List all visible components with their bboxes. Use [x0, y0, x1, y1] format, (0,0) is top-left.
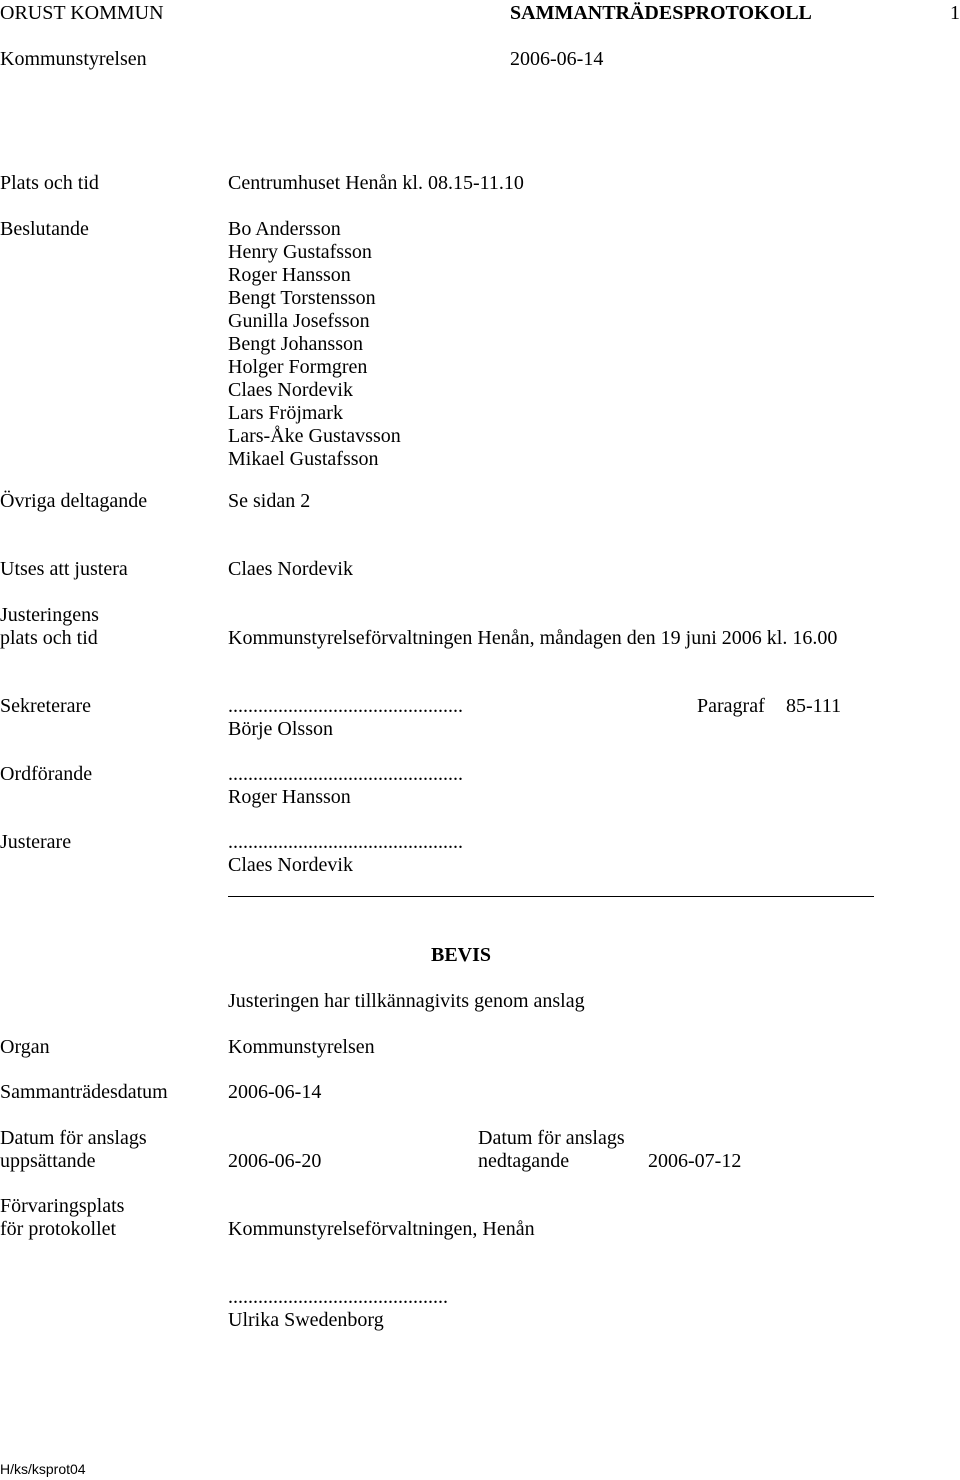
organ-value: Kommunstyrelsen — [228, 1036, 375, 1058]
removed-date-label-1: Datum för anslags — [478, 1127, 625, 1149]
adjuster-label: Justerare — [0, 831, 72, 853]
posted-date-label-2: uppsättande — [0, 1150, 96, 1172]
decider-name: Roger Hansson — [228, 264, 351, 286]
decider-name: Lars Fröjmark — [228, 402, 343, 424]
storage-label-2: för protokollet — [0, 1218, 117, 1240]
meeting-date-label: Sammanträdesdatum — [0, 1081, 168, 1103]
secretary-signature-line: ............................................... — [228, 695, 463, 717]
secretary-name: Börje Olsson — [228, 718, 333, 740]
chair-label: Ordförande — [0, 763, 93, 785]
other-participants-label: Övriga deltagande — [0, 490, 148, 512]
meeting-date: 2006-06-14 — [510, 48, 604, 70]
bevis-heading: BEVIS — [431, 944, 492, 966]
decider-name: Henry Gustafsson — [228, 241, 372, 263]
adjuster-signature-line: ............................................... — [228, 831, 463, 853]
chair-signature-line: ............................................... — [228, 763, 463, 785]
document-type: SAMMANTRÄDESPROTOKOLL — [510, 2, 812, 24]
adjuster-appointed-value: Claes Nordevik — [228, 558, 353, 580]
bevis-statement: Justeringen har tillkännagivits genom anslag — [228, 990, 585, 1012]
paragraph-label: Paragraf — [697, 695, 765, 717]
decider-name: Lars-Åke Gustavsson — [228, 425, 401, 447]
adjustment-place-label-1: Justeringens — [0, 604, 99, 626]
posted-date-value: 2006-06-20 — [228, 1150, 322, 1172]
secretary-label: Sekreterare — [0, 695, 92, 717]
municipality-name: ORUST KOMMUN — [0, 2, 164, 24]
decider-name: Bo Andersson — [228, 218, 341, 240]
decider-name: Bengt Torstensson — [228, 287, 376, 309]
adjustment-place-value: Kommunstyrelseförvaltningen Henån, måndagen den 19 juni 2006 kl. 16.00 — [228, 627, 838, 649]
organ-label: Organ — [0, 1036, 50, 1058]
decider-name: Mikael Gustafsson — [228, 448, 379, 470]
page-number: 1 — [950, 2, 960, 24]
posted-date-label-1: Datum för anslags — [0, 1127, 147, 1149]
storage-value: Kommunstyrelseförvaltningen, Henån — [228, 1218, 535, 1240]
decider-name: Bengt Johansson — [228, 333, 363, 355]
decider-name: Holger Formgren — [228, 356, 368, 378]
adjustment-place-label-2: plats och tid — [0, 627, 98, 649]
signer-signature-line: ............................................ — [228, 1286, 448, 1308]
adjuster-appointed-label: Utses att justera — [0, 558, 128, 580]
chair-name: Roger Hansson — [228, 786, 351, 808]
meeting-date-value: 2006-06-14 — [228, 1081, 322, 1103]
section-divider — [228, 896, 874, 897]
storage-label-1: Förvaringsplats — [0, 1195, 125, 1217]
other-participants-value: Se sidan 2 — [228, 490, 311, 512]
signer-name: Ulrika Swedenborg — [228, 1309, 384, 1331]
place-time-value: Centrumhuset Henån kl. 08.15-11.10 — [228, 172, 524, 194]
place-time-label: Plats och tid — [0, 172, 99, 194]
deciders-label: Beslutande — [0, 218, 89, 240]
removed-date-value: 2006-07-12 — [648, 1150, 742, 1172]
adjuster-name: Claes Nordevik — [228, 854, 353, 876]
decider-name: Claes Nordevik — [228, 379, 353, 401]
paragraph-range: 85-111 — [786, 695, 842, 717]
document-reference: H/ks/ksprot04 — [0, 1461, 86, 1477]
decider-name: Gunilla Josefsson — [228, 310, 370, 332]
deciders-list — [228, 218, 401, 471]
committee-name: Kommunstyrelsen — [0, 48, 147, 70]
removed-date-label-2: nedtagande — [478, 1150, 570, 1172]
